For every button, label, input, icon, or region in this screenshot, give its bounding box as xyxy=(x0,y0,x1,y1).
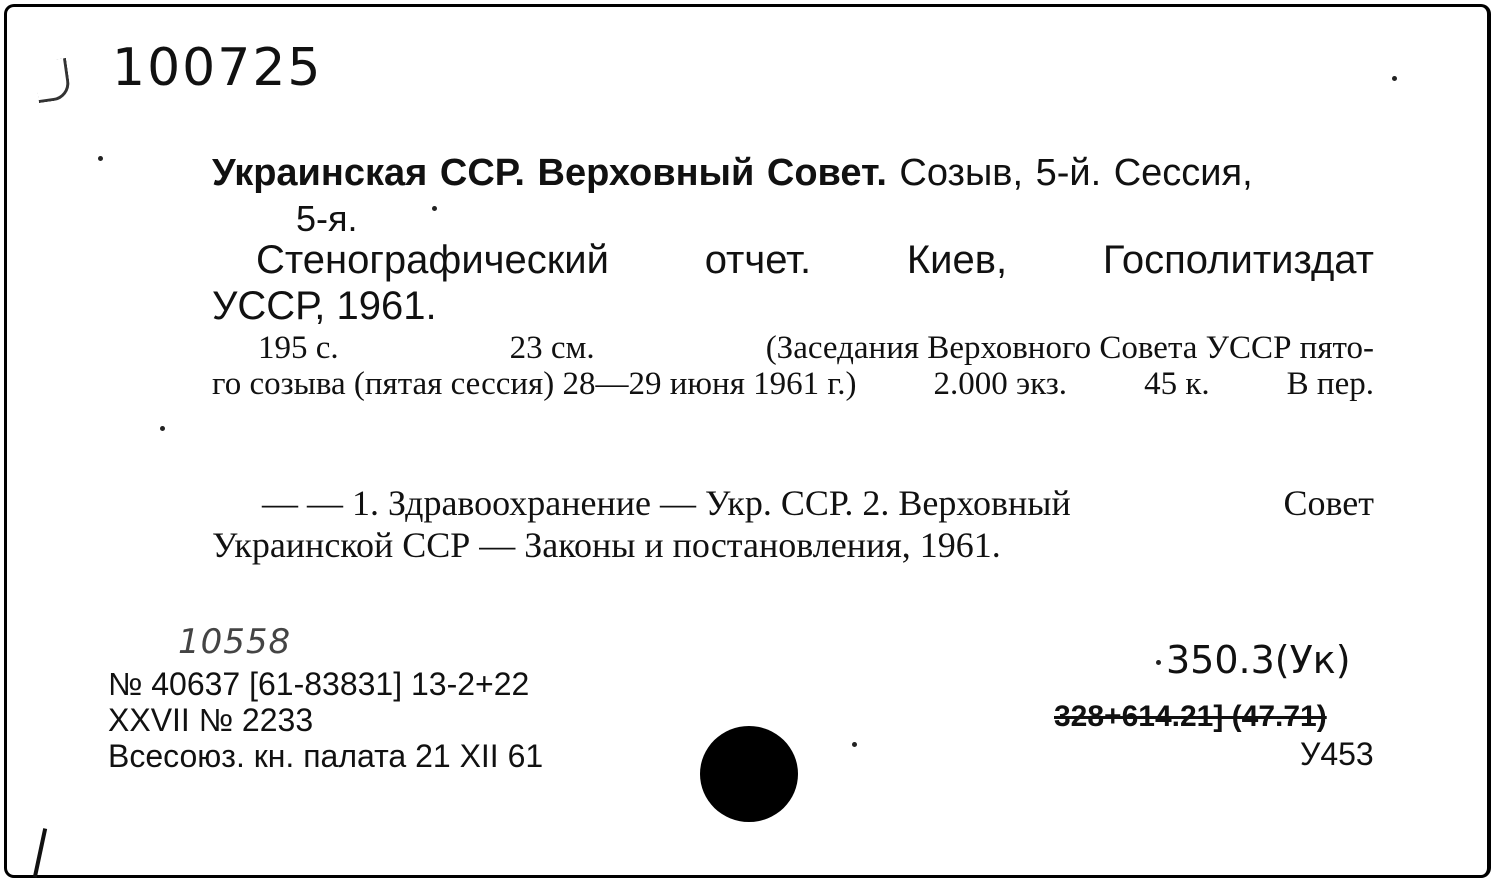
title-word: Госполитиздат xyxy=(1102,238,1374,282)
heading-bold: Украинская ССР. Верховный Совет. xyxy=(212,152,887,194)
subject-entry: Совет xyxy=(1283,483,1374,523)
description-line-1 xyxy=(258,330,1374,367)
registration-block xyxy=(108,666,543,774)
title-continuation: УССР, 1961. xyxy=(212,284,437,328)
speck xyxy=(1156,660,1161,665)
subjects-line-1 xyxy=(262,482,1374,524)
price: 45 к. xyxy=(1144,366,1210,402)
heading-continuation: 5-я. xyxy=(296,198,358,239)
title-line xyxy=(256,238,1374,283)
size: 23 см. xyxy=(509,330,595,366)
pages: 195 с. xyxy=(258,330,339,366)
cutter-number: У453 xyxy=(1300,736,1374,772)
punch-hole xyxy=(700,726,798,822)
title-word: Киев, xyxy=(906,238,1008,282)
binding: В пер. xyxy=(1286,366,1374,402)
subjects-line-2: Украинской ССР — Законы и постановления, 1961. xyxy=(212,525,1001,565)
speck xyxy=(160,426,165,431)
accession-number: 100725 xyxy=(112,38,323,98)
print-run: 2.000 экз. xyxy=(933,366,1068,402)
crossed-index: 328+614.21] (47.71) xyxy=(1054,700,1327,733)
title-word: отчет. xyxy=(704,238,812,282)
description-line-2 xyxy=(212,366,1374,403)
series-note: (Заседания Верховного Совета УССР пято- xyxy=(765,330,1374,366)
handwritten-note: 10558 xyxy=(178,622,292,662)
speck xyxy=(852,742,857,747)
speck xyxy=(1392,76,1397,81)
registration-line: Всесоюз. кн. палата 21 XII 61 xyxy=(108,738,544,774)
heading-rest: Созыв, 5-й. Сессия, xyxy=(899,152,1253,194)
heading-line xyxy=(212,148,1253,196)
subject-entry: — — 1. Здравоохранение — Укр. ССР. 2. Верховный xyxy=(262,483,1071,523)
classification-handwritten: 350.3(Ук) xyxy=(1166,638,1351,682)
speck xyxy=(432,206,437,211)
title-word: Стенографический xyxy=(256,238,609,282)
registration-line: XXVII № 2233 xyxy=(108,702,314,738)
series-note-cont: го созыва (пятая сессия) 28—29 июня 1961 г.) xyxy=(212,366,857,402)
registration-line: № 40637 [61-83831] 13-2+22 xyxy=(108,666,530,702)
speck xyxy=(98,156,103,161)
